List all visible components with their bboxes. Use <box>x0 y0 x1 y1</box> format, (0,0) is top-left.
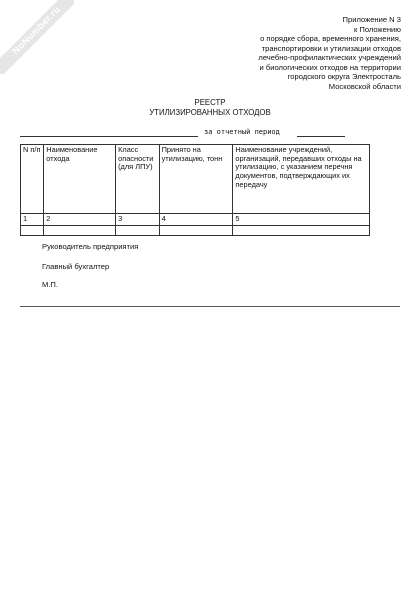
table-cell: 2 <box>44 214 116 226</box>
table-cell: 4 <box>159 214 233 226</box>
table-header-row <box>21 145 370 214</box>
registry-table <box>20 144 370 236</box>
table-cell: 3 <box>116 214 159 226</box>
appendix-line: городского округа Электросталь <box>287 72 401 81</box>
appendix-line: транспортировки и утилизации отходов <box>261 43 401 53</box>
director-signature-label: Руководитель предприятия <box>42 242 139 251</box>
header-organizations: Наименование учреждений, организаций, передавших отходы на утилизацию, с указанием перечня документов, подтверждающих их передачу <box>233 145 370 214</box>
period-blank-line <box>297 136 345 137</box>
table-cell <box>159 225 233 235</box>
appendix-line: к Положению <box>353 24 401 34</box>
appendix-line: о порядке сбора, временного хранения, <box>260 34 401 43</box>
stamp-label: М.П. <box>42 280 59 289</box>
document-title: РЕЕСТР <box>194 98 226 107</box>
organization-blank-line <box>20 136 198 137</box>
appendix-line: лечебно-профилактических учреждений <box>258 53 401 62</box>
table-cell <box>233 225 370 235</box>
table-cell <box>21 225 44 235</box>
appendix-line: и биологических отходов на территории <box>259 62 401 72</box>
watermark <box>0 0 74 74</box>
header-accepted-tons: Принято на утилизацию, тонн <box>159 145 233 214</box>
appendix-block <box>201 15 401 91</box>
appendix-line: Московской области <box>328 81 401 91</box>
header-number: N п/п <box>21 145 44 214</box>
document-subtitle: УТИЛИЗИРОВАННЫХ ОТХОДОВ <box>149 108 271 117</box>
table-cell <box>116 225 159 235</box>
table-cell: 1 <box>21 214 44 226</box>
table-cell: 5 <box>233 214 370 226</box>
header-waste-name: Наименование отхода <box>44 145 116 214</box>
table-cell <box>44 225 116 235</box>
header-hazard-class: Класс опасности (для ЛПУ) <box>116 145 159 214</box>
appendix-line: Приложение N 3 <box>342 15 401 24</box>
table-numbering-row <box>21 214 370 226</box>
period-label: за отчетный период <box>204 128 280 136</box>
watermark-text: NoNumber.ru <box>0 0 74 74</box>
table-row <box>21 225 370 235</box>
bottom-divider <box>20 306 400 307</box>
accountant-signature-label: Главный бухгалтер <box>42 262 110 271</box>
period-row <box>20 127 350 139</box>
